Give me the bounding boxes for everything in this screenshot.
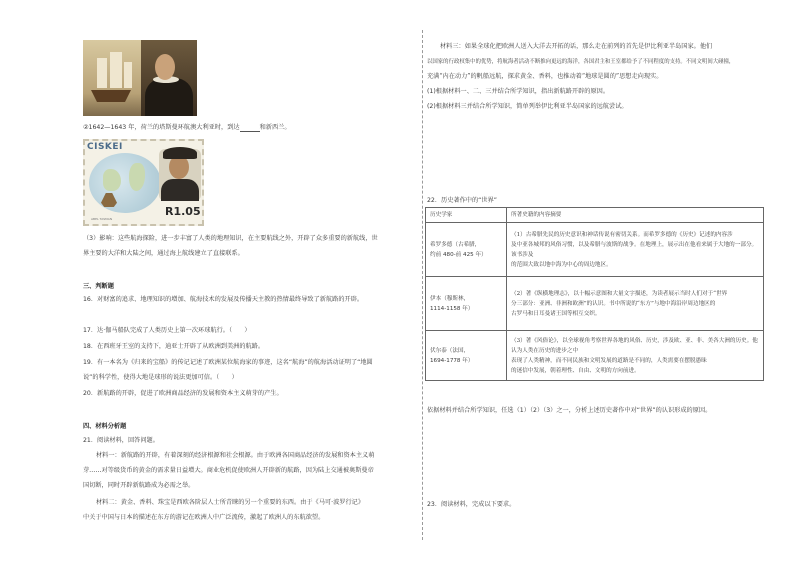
question-22: 22．历史著作中的“世界”	[427, 197, 497, 204]
material-1-line-3: 国切断，同时开辟新航路成为必需之举。	[83, 482, 195, 489]
section-material-analysis-heading: 四、材料分析题	[83, 423, 127, 430]
table-cell-historian: 伊本（穆斯林， 1114-1158 年）	[426, 277, 507, 331]
table-header-row	[426, 208, 764, 223]
stamp-country-label: CISKEI	[87, 142, 123, 152]
material-1-line-1: 材料一：新航路的开辟，有着深刻的经济根源和社会根源。由于欧洲各国商品经济的发展和资本主义萌	[96, 452, 375, 459]
table-cell-summary: （3）著《风俗论》，以全球视角考察世界各地的风俗、历史，涉及欧、亚、非、美各大洲的历史。他认为人类在历史的进步之中 表现了人类精神，而不同民族和文明发展的道路是不同的，人类需要在摆脱愚昧 的迷信中发展，朝着理性、自由、文明的方向前进。	[507, 331, 764, 381]
material-3-line-2: 以国家的行政权集中的优势，将航海者活动不断推向更远的海洋，各国君主和王室都给予了不同程度的支持。不同文明间大碰撞，	[427, 59, 735, 65]
table-row	[426, 331, 764, 381]
question-16: 16．对财富的追求、地理知识的增加、航海技术的发展及传播天主教的热情最终导致了新航路的开辟。	[83, 296, 364, 303]
material-2-line-2: 中关于中国与日本的描述在东方的游记在欧洲人中广泛流传，激起了欧洲人的东航欲望。	[83, 514, 325, 521]
question-21-part-2: (2)根据材料三并结合所学知识，简单列举伊比利亚半岛国家的远航尝试。	[427, 103, 628, 110]
column-divider	[422, 30, 423, 540]
explorer-portrait-image	[83, 40, 197, 116]
question-19-line-1: 19．有一本名为《归来的宝船》的传记记述了欧洲某位航海家的事迹，这名“航海”的航海活动证明了“地圆	[83, 359, 373, 366]
historians-table	[425, 207, 764, 381]
question-20: 20．新航路的开辟，促进了欧洲商品经济的发展和资本主义萌芽的产生。	[83, 390, 283, 397]
table-header-historian: 历史学家	[426, 208, 507, 223]
question-17: 17．达·伽马船队完成了人类历史上第一次环球航行。（ ）	[83, 327, 251, 334]
table-cell-historian: 伏尔泰（法国， 1694-1778 年）	[426, 331, 507, 381]
ciskei-stamp-image	[83, 139, 204, 226]
question-22-task: 依据材料并结合所学知识，任选（1）（2）（3）之一，分析上述历史著作中对“世界”的认识形成的原因。	[427, 407, 712, 414]
material-3-line-1: 材料三：如果全球化把欧洲人送入大洋去开拓的话，那么走在前列的首先是伊比利亚半岛国家。他们	[440, 43, 713, 50]
influence-line-1: （3）影响：这些航海探险，进一步丰富了人类的地理知识，在主要航线之外，开辟了众多重要的新航线，世	[83, 235, 378, 242]
table-cell-summary: （1）古希腊先民的历史意识和神话传说有密切关系。而希罗多德的《历史》记述的内容涉 及中亚各城邦的风俗习惯，以及希腊与波斯的战争。在地理上，展示出在他看来属于大地的一部分。该书涉及 的范围大致以地中海为中心的周边地区。	[507, 223, 764, 277]
table-cell-summary: （2）著《纵横地理志》，以十幅示意图和大量文字描述，为读者展示当时人们对于“世界 分三部分：亚洲、非洲和欧洲”的认识。书中所说的“东方”与地中海沿岸周边地区的 古罗马和日耳曼诸王国等相互交织。	[507, 277, 764, 331]
table-row	[426, 223, 764, 277]
material-2-line-1: 材料二：黄金、香料、珠宝是西欧各阶层人士所青睐的另一个重要的东西。由于《马可·波罗行记》	[96, 499, 365, 506]
table-cell-historian: 希罗多德（古希腊， 约前 480-前 425 年）	[426, 223, 507, 277]
question-23: 23．阅读材料，完成以下要求。	[427, 501, 516, 508]
question-19-line-2: 说”的科学性，使得大地是球形的说法更加可信。（ ）	[83, 374, 238, 381]
table-header-summary: 所著史籍的内容摘要	[507, 208, 764, 223]
stamp-value-label: R1.05	[165, 205, 201, 218]
question-21-part-1: (1)根据材料一、二、三并结合所学知识，指出新航路开辟的原因。	[427, 88, 610, 95]
question-18: 18．在西班牙王室的支持下，迪亚士开辟了从欧洲到美洲的航路。	[83, 343, 265, 350]
material-3-line-3: 充满“内在动力”的帆船远航，探求黄金、香料，也推动着“地球是圆的”思想走向现实。	[427, 73, 663, 80]
section-true-false-heading: 三、判断题	[83, 283, 114, 290]
table-row	[426, 277, 764, 331]
tasman-caption: ②1642—1643 年，荷兰的塔斯曼环航澳大利亚时，到达 和新西兰。	[83, 124, 291, 131]
question-21: 21．阅读材料，回答问题。	[83, 437, 159, 444]
stamp-caption: ABEL TASMAN	[91, 217, 113, 221]
influence-line-2: 界主要的大洋和大陆之间，通过海上航线建立了直接联系。	[83, 250, 244, 257]
material-1-line-2: 芽……对等级货币的黄金的需求量日益增大。商业危机促使欧洲人开辟新的航路，因为陆上交通被奥斯曼帝	[83, 467, 374, 474]
